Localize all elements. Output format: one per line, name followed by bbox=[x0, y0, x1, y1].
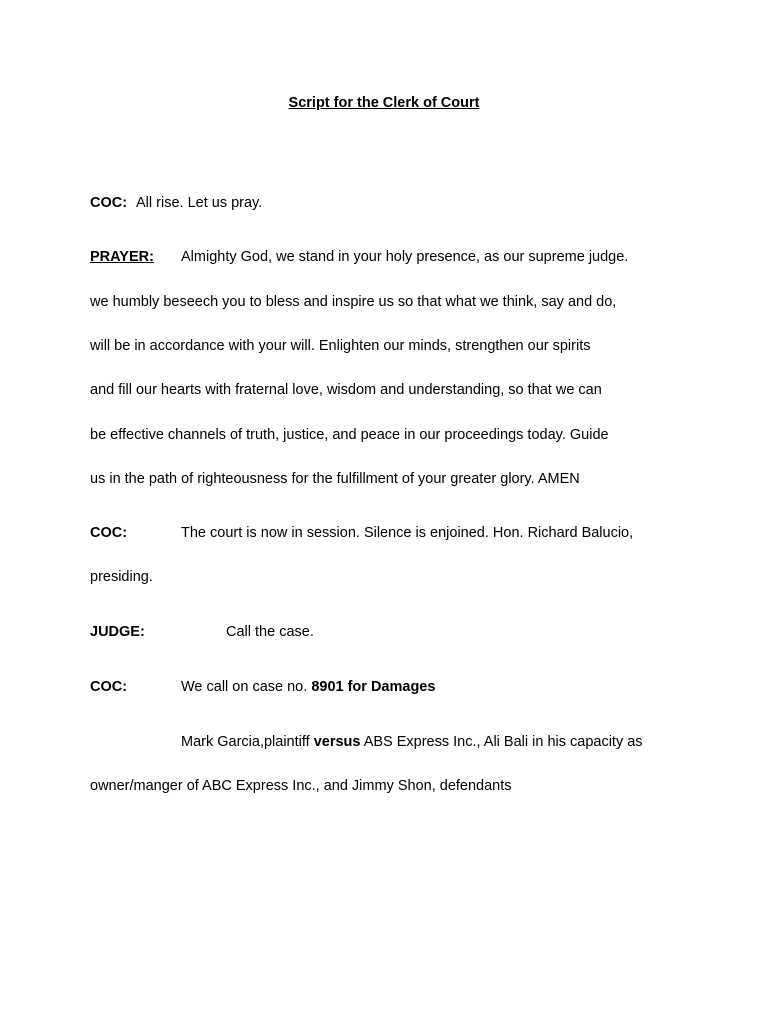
case-parties-line-2: owner/manger of ABC Express Inc., and Jimmy Shon, defendants bbox=[90, 778, 512, 794]
judge-text: Call the case. bbox=[226, 624, 314, 640]
prayer-line-4: and fill our hearts with fraternal love, wisdom and understanding, so that we can bbox=[90, 382, 602, 398]
coc-text-3 bbox=[181, 678, 435, 696]
coc-text-2: The court is now in session. Silence is enjoined. Hon. Richard Balucio, bbox=[181, 525, 634, 541]
judge-label: JUDGE: bbox=[90, 624, 145, 640]
prayer-line-6: us in the path of righteousness for the fulfillment of your greater glory. AMEN bbox=[90, 471, 580, 487]
case-parties-line-1 bbox=[181, 733, 643, 751]
coc-text-3-plain: We call on case no. bbox=[181, 679, 308, 695]
coc-label-3: COC: bbox=[90, 679, 128, 695]
prayer-line-2: we humbly beseech you to bless and inspire us so that what we think, say and do, bbox=[90, 294, 617, 310]
prayer-line-1: Almighty God, we stand in your holy presence, as our supreme judge. bbox=[181, 249, 629, 265]
case-plaintiff: Mark Garcia,plaintiff bbox=[181, 734, 310, 750]
prayer-label: PRAYER: bbox=[90, 249, 154, 265]
case-number: 8901 for Damages bbox=[311, 679, 436, 695]
document-title: Script for the Clerk of Court bbox=[288, 95, 480, 111]
coc-text-2-cont: presiding. bbox=[90, 569, 153, 585]
case-defendants: ABS Express Inc., Ali Bali in his capacity as bbox=[363, 734, 643, 750]
coc-label-1: COC: bbox=[90, 195, 128, 211]
prayer-line-5: be effective channels of truth, justice, and peace in our proceedings today. Guide bbox=[90, 427, 609, 443]
prayer-line-3: will be in accordance with your will. Enlighten our minds, strengthen our spirits bbox=[90, 338, 591, 354]
coc-label-2: COC: bbox=[90, 525, 128, 541]
case-versus: versus bbox=[313, 734, 361, 750]
coc-text-1: All rise. Let us pray. bbox=[136, 195, 263, 211]
